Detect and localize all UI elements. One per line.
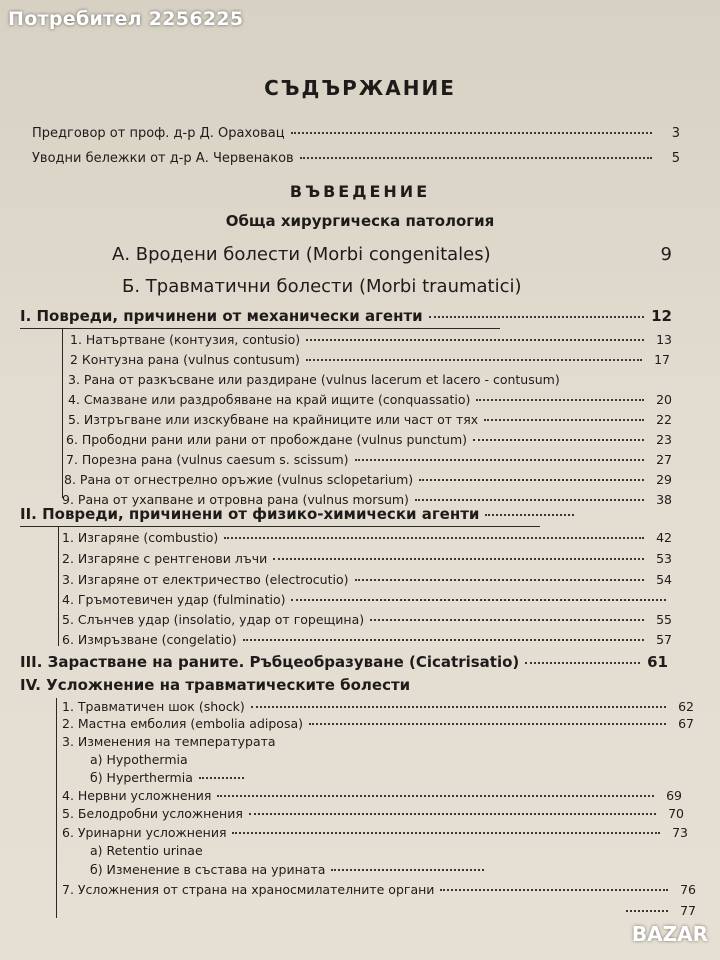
toc-section-4 xyxy=(20,676,480,694)
toc-label: II. Повреди, причинени от физико-химически агенти xyxy=(20,505,480,523)
toc-item: 7. Усложнения от страна на храносмилателните органи 76 xyxy=(62,882,696,897)
toc-row-intro-notes xyxy=(32,151,680,166)
toc-item: 7. Порезна рана (vulnus caesum s. scissum) 27 xyxy=(66,452,672,467)
toc-item: 5. Белодробни усложнения 70 xyxy=(62,806,684,821)
toc-page: 3 xyxy=(671,126,680,141)
subheading: Обща хирургическа патология xyxy=(225,212,495,230)
toc-label: Предговор от проф. д-р Д. Ораховац xyxy=(32,126,285,141)
toc-item: 1. Травматичен шок (shock) 62 xyxy=(62,699,694,714)
toc-item: 1. Натъртване (контузия, contusio) 13 xyxy=(70,332,672,347)
toc-subitem: б) Изменение в състава на урината xyxy=(90,862,490,877)
toc-subitem: б) Hyperthermia xyxy=(90,770,250,785)
toc-subitem: а) Retentio urinae xyxy=(90,843,203,858)
toc-item: 3. Рана от разкъсване или раздиране (vulnus lacerum et lacero - contusum) xyxy=(68,372,560,387)
toc-item: 6. Прободни рани или рани от пробождане (vulnus punctum) 23 xyxy=(66,432,672,447)
toc-item: 1. Изгаряне (combustio) 42 xyxy=(62,530,672,545)
bazar-logo: BAZAR xyxy=(631,922,708,946)
toc-item: 8. Рана от огнестрелно оръжие (vulnus sclopetarium) 29 xyxy=(64,472,672,487)
toc-row-part-a xyxy=(112,244,672,265)
toc-item: 4. Гръмотевичен удар (fulminatio) xyxy=(62,592,672,607)
toc-label: I. Повреди, причинени от механически агенти xyxy=(20,307,423,325)
toc-page: 5 xyxy=(671,151,680,166)
toc-item: 77 xyxy=(620,903,696,918)
toc-row-preface xyxy=(32,126,680,141)
page-title: СЪДЪРЖАНИЕ xyxy=(264,76,456,100)
toc-label: А. Вродени болести (Morbi congenitales) xyxy=(112,244,491,265)
toc-row-part-b xyxy=(122,276,662,297)
toc-item: 4. Смазване или раздробяване на край ищите (conquassatio) 20 xyxy=(68,392,672,407)
toc-item: 2. Мастна емболия (embolia adiposa) 67 xyxy=(62,716,694,731)
toc-item: 9. Рана от ухапване и отровна рана (vulnus morsum) 38 xyxy=(62,492,672,507)
toc-item: 6. Уринарни усложнения 73 xyxy=(62,825,688,840)
toc-subitem: а) Hypothermia xyxy=(90,752,188,767)
toc-label: III. Зарастване на раните. Ръбцеобразуване (Cicatrisatio) xyxy=(20,653,520,671)
toc-item: 2 Контузна рана (vulnus contusum) 17 xyxy=(70,352,670,367)
user-watermark: Потребител 2256225 xyxy=(8,8,244,30)
toc-page: 9 xyxy=(660,244,672,265)
toc-section-2 xyxy=(20,505,580,523)
toc-label: Уводни бележки от д-р А. Червенаков xyxy=(32,151,294,166)
toc-label: Б. Травматични болести (Morbi traumatici) xyxy=(122,276,522,297)
toc-label: IV. Усложнение на травматическите болести xyxy=(20,676,411,694)
toc-item: 4. Нервни усложнения 69 xyxy=(62,788,682,803)
toc-section-3 xyxy=(20,653,668,671)
intro-heading: ВЪВЕДЕНИЕ xyxy=(289,182,431,201)
toc-item: 3. Изменения на температурата xyxy=(62,734,276,749)
toc-page: 61 xyxy=(647,653,668,671)
toc-item: 2. Изгаряне с рентгенови лъчи 53 xyxy=(62,551,672,566)
toc-item: 3. Изгаряне от електричество (electrocutio) 54 xyxy=(62,572,672,587)
toc-item: 6. Измръзване (congelatio) 57 xyxy=(62,632,672,647)
toc-section-1 xyxy=(20,307,672,325)
toc-item: 5. Изтръгване или изскубване на крайниците или част от тях 22 xyxy=(68,412,672,427)
toc-page: 12 xyxy=(651,307,672,325)
toc-item: 5. Слънчев удар (insolatio, удар от горещина) 55 xyxy=(62,612,672,627)
